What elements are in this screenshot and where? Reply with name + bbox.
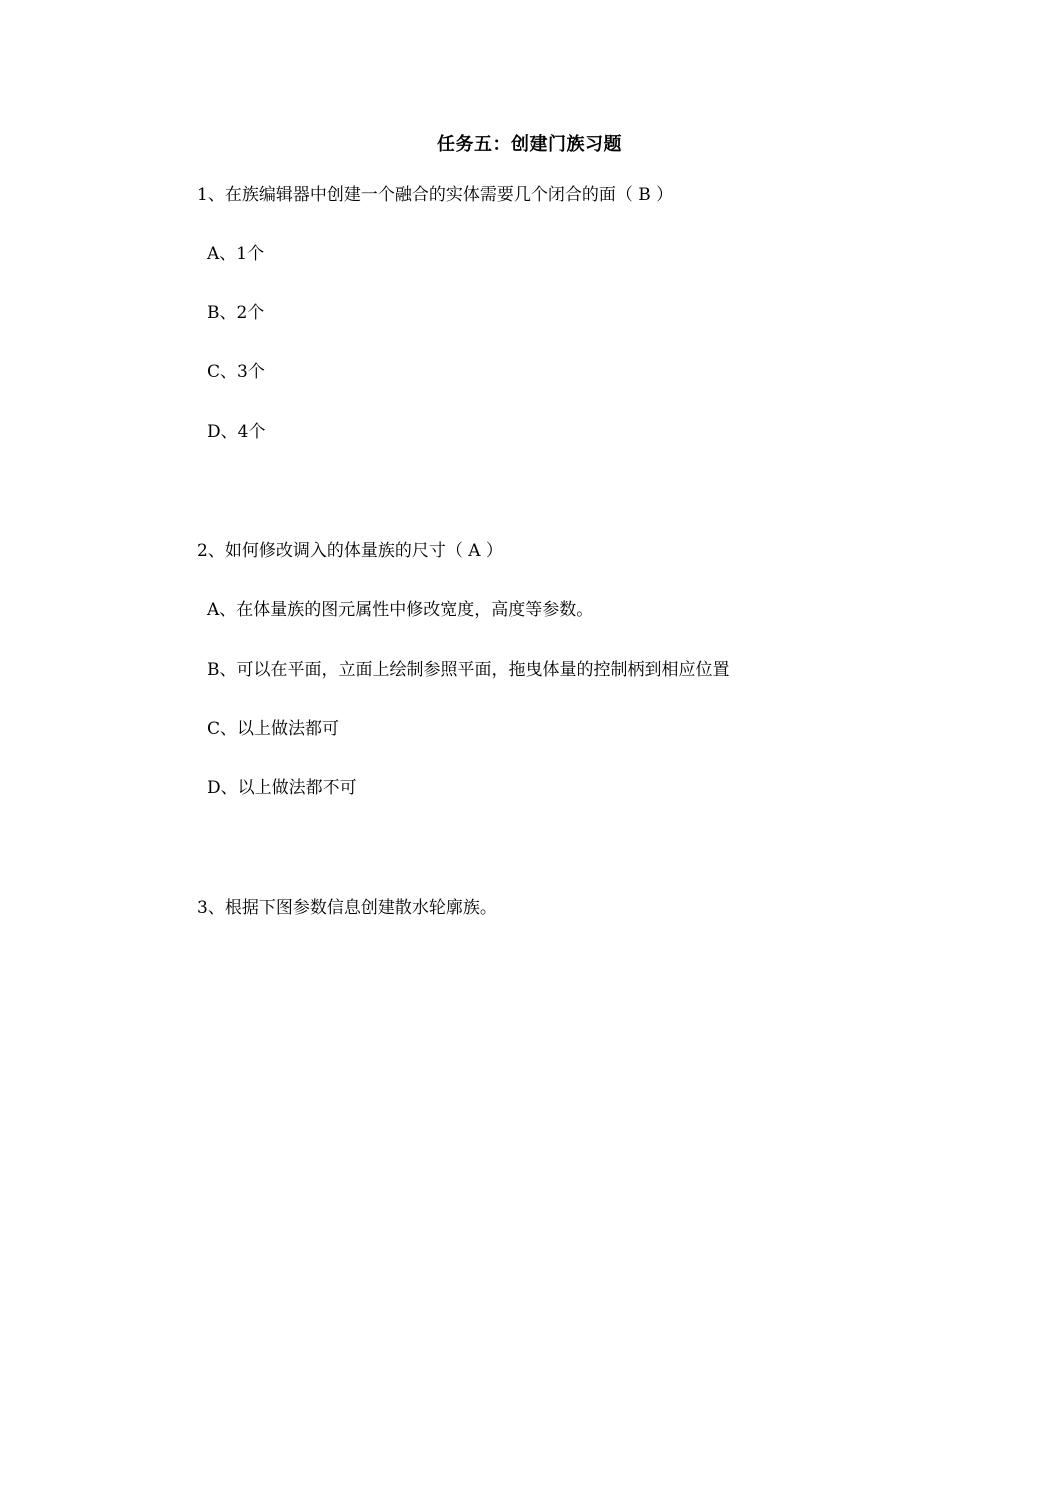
question-2-option-c: C、以上做法都可 [207, 719, 340, 739]
question-3-stem: 3、根据下图参数信息创建散水轮廓族。 [197, 898, 497, 918]
question-1-option-d: D、4个 [207, 422, 266, 442]
question-1-option-a: A、1个 [207, 244, 265, 264]
question-2-option-b: B、可以在平面，立面上绘制参照平面，拖曳体量的控制柄到相应位置 [207, 660, 730, 680]
question-2-stem: 2、如何修改调入的体量族的尺寸（ A ） [197, 541, 503, 561]
question-2-option-d: D、以上做法都不可 [207, 778, 357, 798]
question-1-stem: 1、在族编辑器中创建一个融合的实体需要几个闭合的面（ B ） [197, 185, 674, 205]
question-2-option-a: A、在体量族的图元属性中修改宽度，高度等参数。 [207, 600, 594, 620]
question-1-option-b: B、2个 [207, 303, 265, 323]
page-title: 任务五：创建门族习题 [437, 134, 622, 155]
question-1-option-c: C、3个 [207, 362, 265, 382]
